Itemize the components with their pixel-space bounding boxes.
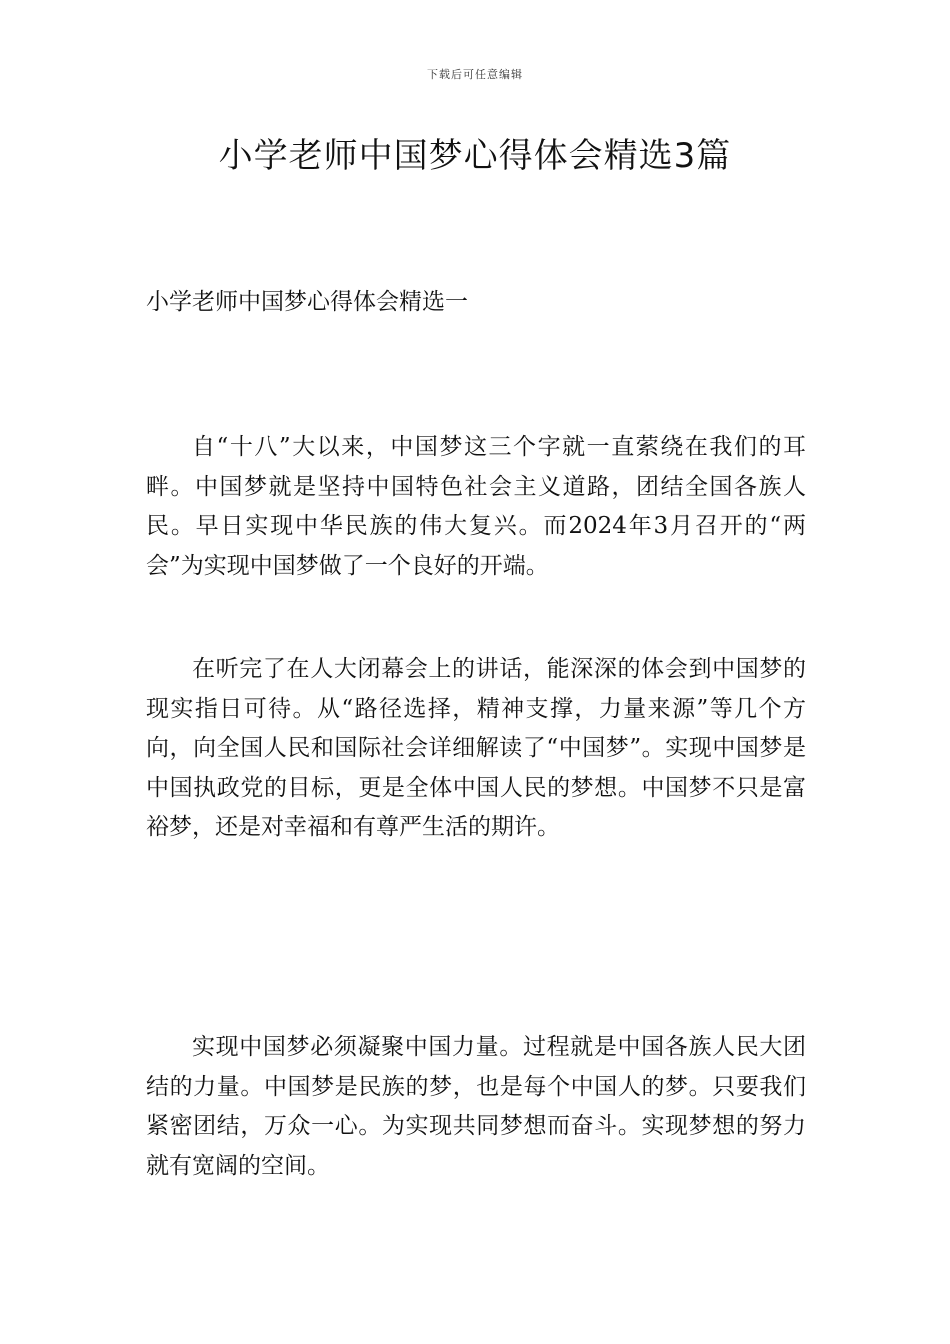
body-paragraph-2: 在听完了在人大闭幕会上的讲话，能深深的体会到中国梦的现实指日可待。从“路径选择，精神支撑，力量来源”等几个方向，向全国人民和国际社会详细解读了“中国梦”。实现中国梦是中国执政党的目标，更是全体中国人民的梦想。中国梦不只是富裕梦，还是对幸福和有尊严生活的期许。 [146, 656, 806, 840]
header-note: 下载后可任意编辑 [427, 68, 523, 81]
document-title: 小学老师中国梦心得体会精选3篇 [218, 136, 732, 176]
body-paragraph-1: 自“十八”大以来，中国梦这三个字就一直萦绕在我们的耳畔。中国梦就是坚持中国特色社会主义道路，团结全国各族人民。早日实现中华民族的伟大复兴。而2024年3月召开的“两会”为实现中国梦做了一个良好的开端。 [146, 434, 806, 579]
section-heading: 小学老师中国梦心得体会精选一 [146, 289, 468, 315]
body-paragraph-3: 实现中国梦必须凝聚中国力量。过程就是中国各族人民大团结的力量。中国梦是民族的梦，也是每个中国人的梦。只要我们紧密团结，万众一心。为实现共同梦想而奋斗。实现梦想的努力就有宽阔的空间。 [146, 1034, 806, 1179]
